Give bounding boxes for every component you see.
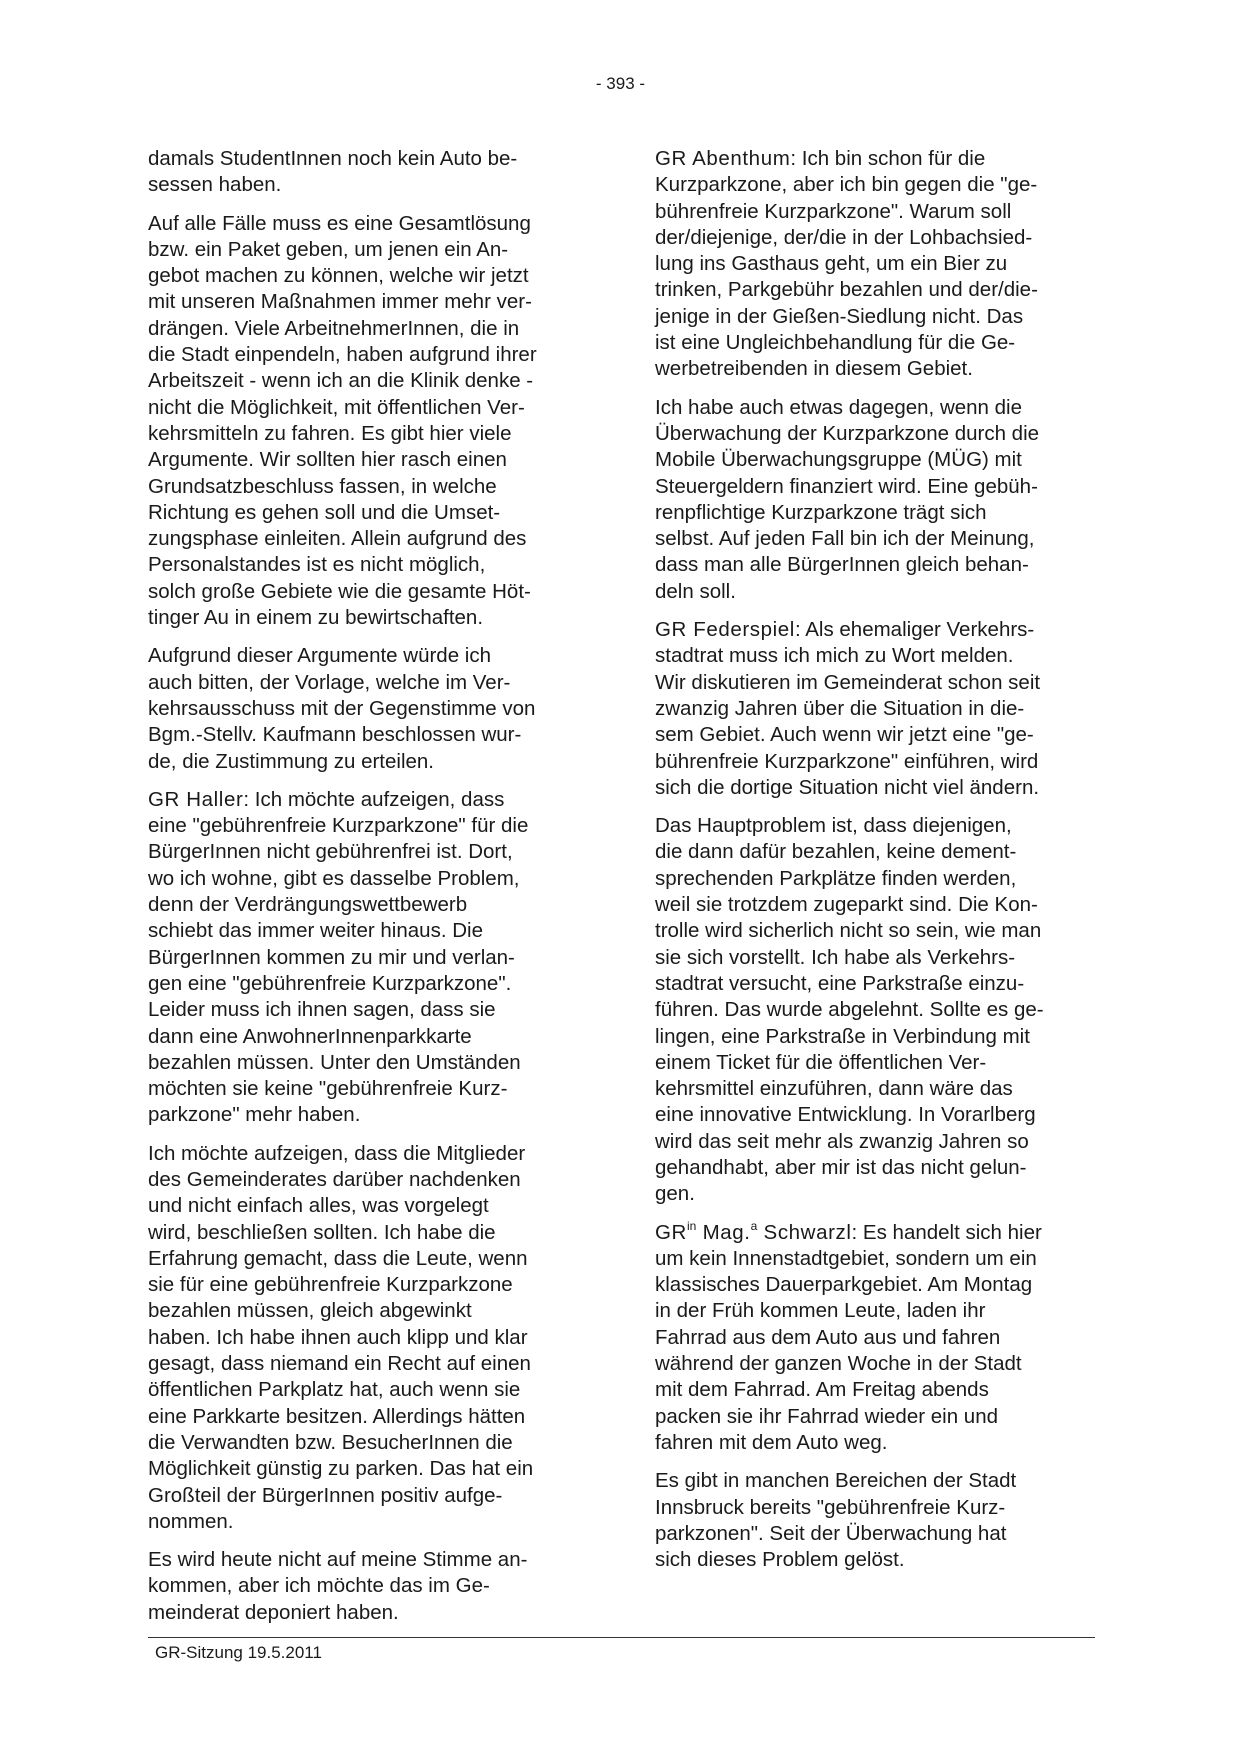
paragraph: Aufgrund dieser Argumente würde ich auch bitten, der Vorlage, welche im Ver- kehrsausschuss mit der Gegenstimme von Bgm.-Stellv. Kaufmann beschlossen wur- de, die Zustimmung zu erteilen. — [148, 644, 536, 773]
speaker-name: Schwarzl — [757, 1220, 852, 1244]
paragraph: damals StudentInnen noch kein Auto be- sessen haben. — [148, 147, 518, 197]
paragraph — [148, 787, 588, 1129]
footer-divider — [148, 1637, 1095, 1638]
footer-text: GR-Sitzung 19.5.2011 — [155, 1643, 322, 1662]
speech-text: : Es handelt sich hier um kein Innenstadtgebiet, sondern um ein klassisches Dauerparkgebiet. Am Montag in der Früh kommen Leute, laden ihr Fahrrad aus dem Auto aus und fahren während der ganzen Woche in der Stadt mit dem Fahrrad. Am Freitag abends packen sie ihr Fahrrad wieder ein und fahren mit dem Auto weg. — [655, 1220, 1042, 1454]
speaker-degree: Mag. — [696, 1220, 751, 1244]
paragraph: Auf alle Fälle muss es eine Gesamtlösung bzw. ein Paket geben, um jenen ein An- gebot machen zu können, welche wir jetzt mit unseren Maßnahmen immer mehr ver- drängen. Viele ArbeitnehmerInnen, die in die Stadt einpendeln, haben aufgrund ihrer Arbeitszeit - wenn ich an die Klinik denke - nicht die Möglichkeit, mit öffentlichen Ver- kehrsmitteln zu fahren. Es gibt hier viele Argumente. Wir sollten hier rasch einen Grundsatzbeschluss fassen, in welche Richtung es gehen soll und die Umset- zungsphase einleiten. Allein aufgrund des Personalstandes ist es nicht möglich, solch große Gebiete wie die gesamte Höt- tinger Au in einem zu bewirtschaften. — [148, 211, 537, 630]
speaker-name: GR Haller — [148, 787, 244, 811]
speaker-title-superscript: in — [686, 1218, 697, 1233]
right-column — [655, 146, 1095, 1585]
paragraph: Es gibt in manchen Bereichen der Stadt Innsbruck bereits "gebührenfreie Kurz- parkzonen". Seit der Überwachung hat sich dieses Problem gelöst. — [655, 1469, 1017, 1572]
speaker-name: GR Abenthum — [655, 147, 791, 170]
paragraph — [655, 1220, 1095, 1457]
paragraph — [655, 617, 1095, 801]
paragraph: Es wird heute nicht auf meine Stimme an- kommen, aber ich möchte das im Ge- meinderat deponiert haben. — [148, 1548, 528, 1624]
paragraph: Das Hauptproblem ist, dass diejenigen, die dann dafür bezahlen, keine dement- sprechenden Parkplätze finden werden, weil sie trotzdem zugeparkt sind. Die Kon- trolle wird sicherlich nicht so sein, wie man sie sich vorstellt. Ich habe als Verkehrs- stadtrat versucht, eine Parkstraße einzu- führen. Das wurde abgelehnt. Sollte es ge- lingen, eine Parkstraße in Verbindung mit einem Ticket für die öffentlichen Ver- kehrsmittel einzuführen, dann wäre das eine innovative Entwicklung. In Vorarlberg wird das seit mehr als zwanzig Jahren so gehandhabt, aber mir ist das nicht gelun- gen. — [655, 814, 1044, 1206]
paragraph: Ich möchte aufzeigen, dass die Mitglieder des Gemeinderates darüber nachdenken und nicht einfach alles, was vorgelegt wird, beschließen sollten. Ich habe die Erfahrung gemacht, dass die Leute, wenn sie für eine gebührenfreie Kurzparkzone bezahlen müssen, gleich abgewinkt haben. Ich habe ihnen auch klipp und klar gesagt, dass niemand ein Recht auf einen öffentlichen Parkplatz hat, auch wenn sie eine Parkkarte besitzen. Allerdings hätten die Verwandten bzw. BesucherInnen die Möglichkeit günstig zu parken. Das hat ein Großteil der BürgerInnen positiv aufge- nommen. — [148, 1141, 534, 1533]
speaker-degree-superscript: a — [750, 1218, 758, 1233]
paragraph: Ich habe auch etwas dagegen, wenn die Überwachung der Kurzparkzone durch die Mobile Überwachungsgruppe (MÜG) mit Steuergeldern finanziert wird. Eine gebüh- renpflichtige Kurzparkzone trägt sich selbst. Auf jeden Fall bin ich der Meinung, dass man alle BürgerInnen gleich behan- deln soll. — [655, 395, 1040, 603]
paragraph — [655, 146, 1095, 383]
speaker-title: GR — [655, 1220, 687, 1244]
page-number: - 393 - — [595, 74, 646, 93]
speaker-name: GR Federspiel — [655, 618, 795, 642]
left-column — [148, 146, 588, 1638]
speech-text: : Ich möchte aufzeigen, dass eine "gebührenfreie Kurzparkzone" für die BürgerInnen nicht gebührenfrei ist. Dort, wo ich wohne, gibt es dasselbe Problem, denn der Verdrängungswettbewerb schiebt das immer weiter hinaus. Die BürgerInnen kommen zu mir und verlan- gen eine "gebührenfreie Kurzparkzone". Leider muss ich ihnen sagen, dass sie dann eine AnwohnerInnenparkkarte bezahlen müssen. Unter den Umständen möchten sie keine "gebührenfreie Kurz- parkzone" mehr haben. — [148, 787, 529, 1127]
speech-text: : Als ehemaliger Verkehrs- stadtrat muss ich mich zu Wort melden. Wir diskutieren im Gemeinderat schon seit zwanzig Jahren über die Situation in die- sem Gebiet. Auch wenn wir jetzt eine "ge- bührenfreie Kurzparkzone" einführen, wird sich die dortige Situation nicht viel ändern. — [655, 618, 1041, 799]
speech-text: : Ich bin schon für die Kurzparkzone, aber ich bin gegen die "ge- bührenfreie Kurzparkzone". Warum soll der/diejenige, der/die in der Lohbachsied- lung ins Gasthaus geht, um ein Bier zu trinken, Parkgebühr bezahlen und der/die- jenige in der Gießen-Siedlung nicht. Das ist eine Ungleichbehandlung für die Ge- werbetreibenden in diesem Gebiet. — [655, 147, 1038, 381]
